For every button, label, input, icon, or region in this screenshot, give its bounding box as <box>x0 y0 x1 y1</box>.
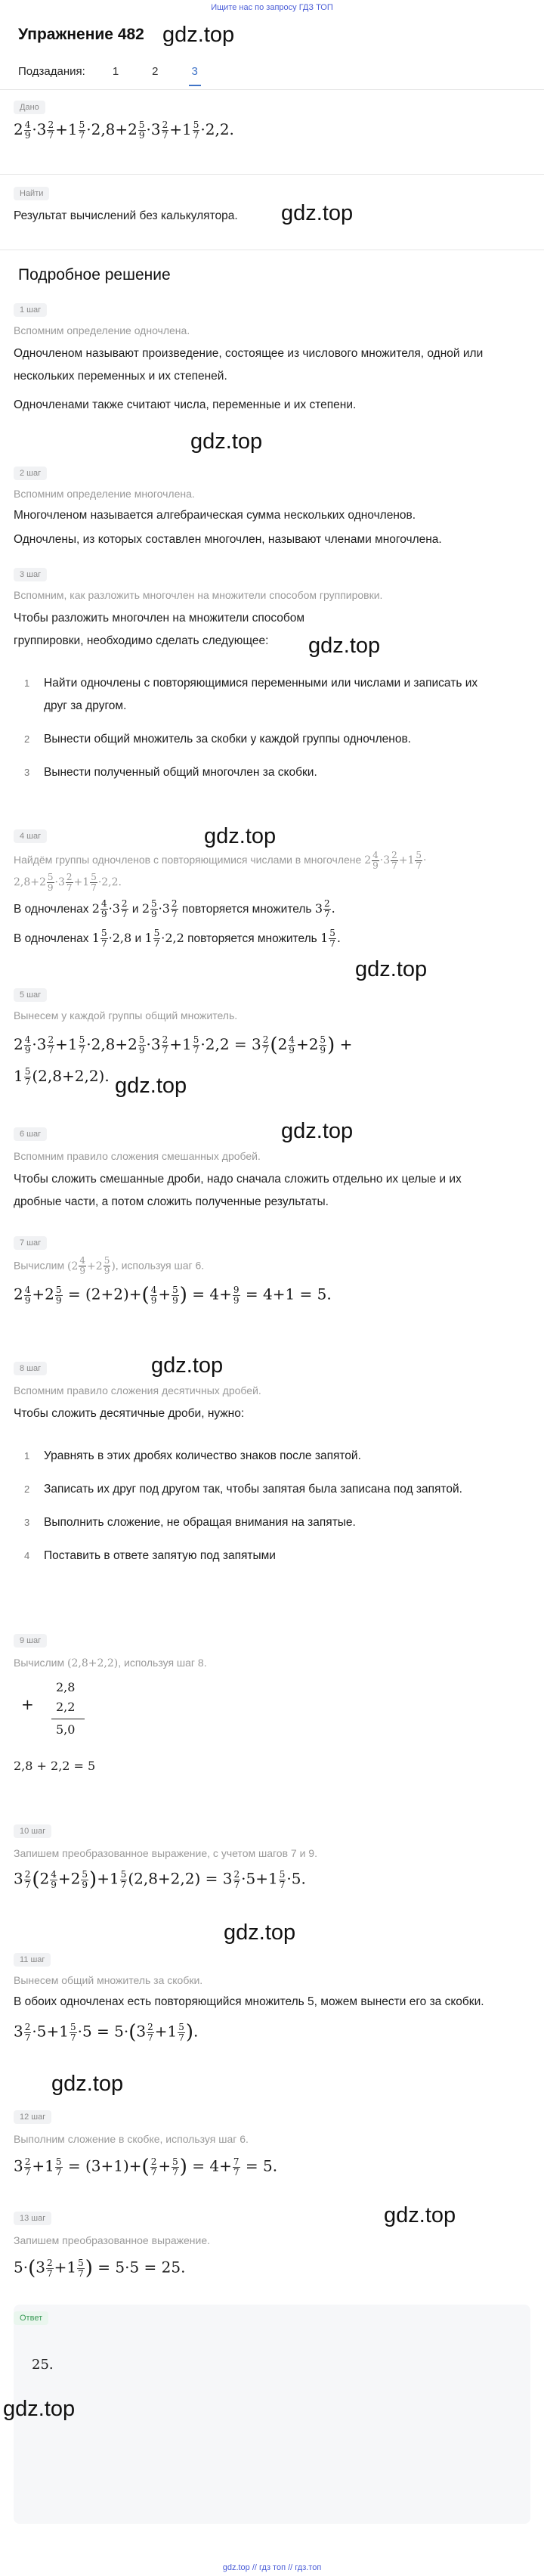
watermark: gdz.top <box>224 1920 296 1945</box>
step-badge: 3 шаг <box>14 568 47 581</box>
step-2 <box>14 466 530 551</box>
step-hint: Вспомним определение одночлена. <box>14 324 190 336</box>
watermark: gdz.top <box>281 1119 354 1143</box>
step-hint: Запишем преобразованное выражение, с учетом шагов 7 и 9. <box>14 1847 317 1859</box>
step-badge: 10 шаг <box>14 1824 51 1838</box>
step-11 <box>14 1952 530 2044</box>
watermark: gdz.top <box>115 1074 187 1098</box>
given-expression: 2 $\frac{4}{9}$ ·3 $\frac{2}{7}$ +1 $\frac{5}{7}$ ·2,8+2 $\frac{5}{9}$ ·3 $\frac{2}{7}$ +1 $\frac{5}{7}$ ·2,2. <box>14 119 234 141</box>
step-12 <box>14 2109 530 2178</box>
answer-block <box>14 2311 530 2373</box>
watermark: gdz.top <box>190 429 263 454</box>
step-badge: 1 шаг <box>14 303 47 317</box>
list-item: 1 Найти одночлены с повторяющимися переменными или числами и записать их друг за другом. <box>24 677 478 712</box>
step-hint: Вспомним правило сложения смешанных дробей. <box>14 1150 261 1162</box>
step-text: Одночленом называют произведение, состоящее из числового множителя, одной или нескольких переменных и их степеней. <box>14 347 484 383</box>
step-expression: 5·(3 $\frac{2}{7}$ +1 $\frac{5}{7}$ ) = 5·5 = 25. <box>14 2257 186 2280</box>
watermark: gdz.top <box>151 1353 224 1378</box>
step-text: Чтобы разложить многочлен на множители способом группировки, необходимо сделать следующее: <box>14 612 305 647</box>
list-item: 3 Вынести полученный общий многочлен за скобки. <box>24 766 317 779</box>
step-text: Одночленами также считают числа, переменные и их степени. <box>14 398 357 411</box>
watermark: gdz.top <box>281 201 354 225</box>
step-badge: 6 шаг <box>14 1127 47 1141</box>
step-6 <box>14 1127 530 1214</box>
step-expression: 2 $\frac{4}{9}$ +2 $\frac{5}{9}$ = (2+2)+( $\frac{4}{9}$ + $\frac{5}{9}$ ) = 4+ $\frac{9}{9}$ = 4+1 = 5. <box>14 1284 332 1307</box>
list-item: 3 Выполнить сложение, не обращая внимания на запятые. <box>24 1516 356 1529</box>
step-badge: 11 шаг <box>14 1953 51 1967</box>
step-expression: 3 $\frac{2}{7}$ +1 $\frac{5}{7}$ = (3+1)+( $\frac{2}{7}$ + $\frac{5}{7}$ ) = 4+ $\frac{7}{7}$ = 5. <box>14 2156 278 2178</box>
step-3 <box>14 567 530 795</box>
given-badge: Дано <box>14 101 45 114</box>
step-badge: 12 шаг <box>14 2110 51 2124</box>
list-item: 4 Поставить в ответе запятую под запятыми <box>24 1549 276 1562</box>
solution-title: Подробное решение <box>18 266 171 284</box>
watermark: gdz.top <box>204 824 277 848</box>
step-badge: 2 шаг <box>14 467 47 480</box>
step-badge: 8 шаг <box>14 1362 47 1375</box>
step-text: В обоих одночленах есть повторяющийся множитель 5, можем вынести его за скобки. <box>14 1995 484 2008</box>
step-badge: 4 шаг <box>14 829 47 843</box>
step-hint: Вычислим (2 $\frac{4}{9}$ +2 $\frac{5}{9}$ ), используя шаг 6. <box>14 1255 205 1276</box>
steps-list <box>14 1445 467 1567</box>
step-badge: 13 шаг <box>14 2212 51 2225</box>
step-text: Чтобы сложить смешанные дроби, надо сначала сложить отдельно их целые и их дробные части, а потом сложить полученные результаты. <box>14 1173 462 1208</box>
find-badge: Найти <box>14 187 49 200</box>
step-hint: Вспомним, как разложить многочлен на множители способом группировки. <box>14 589 383 601</box>
list-item: 2 Записать их друг под другом так, чтобы запятая была записана под запятой. <box>24 1483 462 1496</box>
divider <box>0 174 544 175</box>
step-badge: 7 шаг <box>14 1236 47 1250</box>
list-item: 1 Уравнять в этих дробях количество знаков после запятой. <box>24 1449 361 1462</box>
step-8 <box>14 1361 530 1578</box>
step-hint: Вынесем у каждой группы общий множитель. <box>14 1009 238 1021</box>
step-text: Чтобы сложить десятичные дроби, нужно: <box>14 1407 245 1420</box>
step-text: В одночленах 2 $\frac{4}{9}$ ·3 $\frac{2}{7}$ и 2 $\frac{5}{9}$ ·3 $\frac{2}{7}$ повторяется множитель 3 $\frac{2}{7}$ . <box>14 898 335 919</box>
step-7 <box>14 1235 530 1307</box>
list-item: 2 Вынести общий множитель за скобки у каждой группы одночленов. <box>24 733 411 746</box>
answer-badge: Ответ <box>14 2311 48 2325</box>
step-4 <box>14 829 530 950</box>
step-badge: 9 шаг <box>14 1634 47 1648</box>
column-addition: + 2,8 2,2 5,0 <box>21 1680 112 1748</box>
subtask-tabs <box>18 65 231 78</box>
top-search-note: Ищите нас по запросу ГДЗ ТОП <box>211 3 333 12</box>
step-badge: 5 шаг <box>14 988 47 1002</box>
watermark: gdz.top <box>308 634 381 658</box>
step-hint: Найдём группы одночленов с повторяющимися числами в многочлене 2 $\frac{4}{9}$ ·3 $\frac{2}{7}$ +1 $\frac{5}{7}$ · 2,8+2 $\frac{5}{9}$ ·3 $\frac{2}{7}$ +1 $\frac{5}{7}$ ·2,2. <box>14 849 427 893</box>
step-9 <box>14 1633 530 1773</box>
subtask-label: Подзадания: <box>18 65 85 78</box>
step-1 <box>14 302 530 417</box>
step-text: В одночленах 1 $\frac{5}{7}$ ·2,8 и 1 $\frac{5}{7}$ ·2,2 повторяется множитель 1 $\frac{5}{7}$ . <box>14 928 341 949</box>
watermark: gdz.top <box>355 957 428 981</box>
step-expression: 2 $\frac{4}{9}$ ·3 $\frac{2}{7}$ +1 $\frac{5}{7}$ ·2,8+2 $\frac{5}{9}$ ·3 $\frac{2}{7}$ +1 $\frac{5}{7}$ ·2,2 = 3 $\frac{2}{7}$ (2 $\frac{4}{9}$ +2 $\frac{5}{9}$ ) + 1 $\frac{5}{7}$ (2,8+2,2). <box>14 1034 353 1087</box>
step-expression: 3 $\frac{2}{7}$ (2 $\frac{4}{9}$ +2 $\frac{5}{9}$ )+1 $\frac{5}{7}$ (2,8+2,2) = 3 $\frac{2}{7}$ ·5+1 $\frac{5}{7}$ ·5. <box>14 1868 306 1891</box>
step-text: Одночлены, из которых составлен многочлен, называют членами многочлена. <box>14 533 442 546</box>
step-hint: Запишем преобразованное выражение. <box>14 2234 211 2246</box>
watermark: gdz.top <box>162 23 235 47</box>
find-block <box>14 186 530 228</box>
step-expression: 2,8 + 2,2 = 5 <box>14 1759 96 1773</box>
tab-1[interactable]: 1 <box>112 65 119 78</box>
watermark: gdz.top <box>384 2203 456 2227</box>
tab-3[interactable]: 3 <box>191 65 198 78</box>
divider <box>0 89 544 90</box>
footer-links[interactable]: gdz.top // гдз топ // гдз.топ <box>222 2563 322 2572</box>
step-hint: Вынесем общий множитель за скобки. <box>14 1974 203 1986</box>
watermark: gdz.top <box>3 2397 76 2421</box>
watermark: gdz.top <box>51 2072 124 2096</box>
steps-list <box>14 672 482 784</box>
page-title: Упражнение 482 <box>18 26 144 43</box>
step-10 <box>14 1824 530 1891</box>
step-expression: 3 $\frac{2}{7}$ ·5+1 $\frac{5}{7}$ ·5 = 5·(3 $\frac{2}{7}$ +1 $\frac{5}{7}$ ). <box>14 2021 199 2044</box>
step-5 <box>14 987 530 1091</box>
tab-2[interactable]: 2 <box>152 65 159 78</box>
step-hint: Вычислим (2,8+2,2), используя шаг 8. <box>14 1657 207 1669</box>
given-block <box>14 100 530 141</box>
answer-value: 25. <box>32 2357 54 2373</box>
step-hint: Вспомним правило сложения десятичных дробей. <box>14 1384 261 1396</box>
step-text: Многочленом называется алгебраическая сумма нескольких одночленов. <box>14 509 416 522</box>
find-text: Результат вычислений без калькулятора. <box>14 209 238 222</box>
step-hint: Вспомним определение многочлена. <box>14 488 195 500</box>
step-hint: Выполним сложение в скобке, используя шаг 6. <box>14 2133 249 2145</box>
